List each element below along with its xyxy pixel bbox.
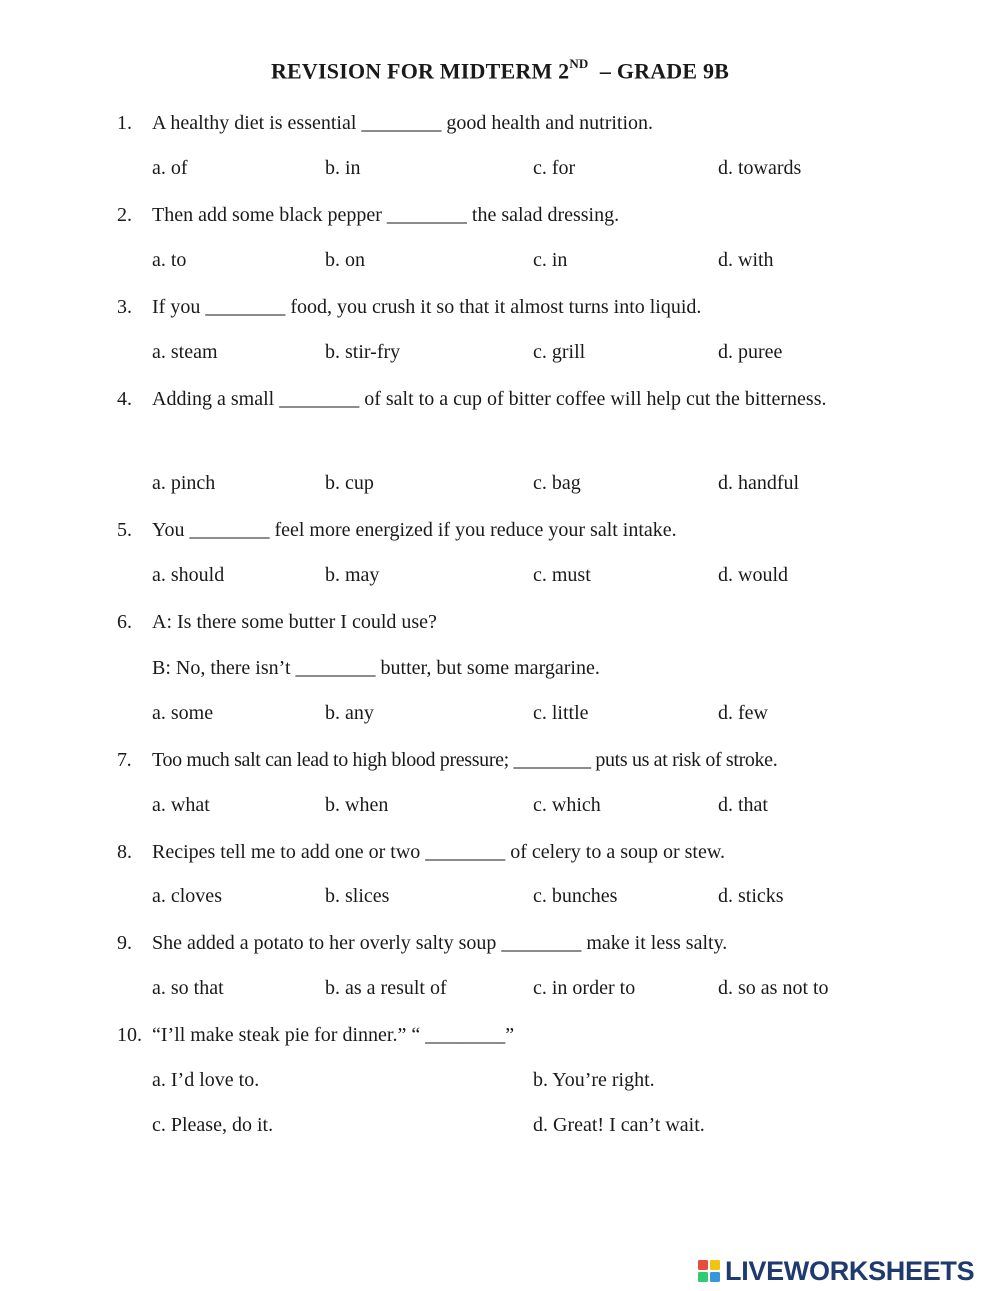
question-6 xyxy=(117,603,879,642)
title-main: REVISION FOR MIDTERM 2 xyxy=(270,58,570,84)
option-a[interactable]: a. steam xyxy=(152,341,218,363)
option-c[interactable]: c. little xyxy=(533,702,589,724)
option-b[interactable]: b. stir-fry xyxy=(325,341,401,363)
question-4 xyxy=(117,380,879,419)
option-a[interactable]: a. cloves xyxy=(152,885,222,907)
option-a[interactable]: a. what xyxy=(152,794,210,816)
option-b[interactable]: b. on xyxy=(325,249,365,271)
option-a[interactable]: a. of xyxy=(152,157,188,179)
option-c[interactable]: c. bunches xyxy=(533,885,618,907)
question-8 xyxy=(117,833,879,872)
logo-square-2 xyxy=(710,1260,720,1270)
option-c[interactable]: c. must xyxy=(533,564,591,586)
question-text: Then add some black pepper ________ the salad dressing. xyxy=(152,204,620,226)
logo-square-4 xyxy=(710,1272,720,1282)
option-c[interactable]: c. bag xyxy=(533,472,581,494)
options-7 xyxy=(152,794,882,822)
question-number: 5. xyxy=(117,519,132,541)
option-b[interactable]: b. when xyxy=(325,794,389,816)
question-7 xyxy=(117,741,879,780)
option-a[interactable]: a. some xyxy=(152,702,214,724)
title-tail: – GRADE 9B xyxy=(599,58,730,84)
question-number: 10. xyxy=(117,1024,142,1046)
question-number: 4. xyxy=(117,388,132,410)
question-5 xyxy=(117,511,879,550)
question-text: You ________ feel more energized if you reduce your salt intake. xyxy=(152,519,677,541)
question-number: 1. xyxy=(117,112,132,134)
brand-name: LIVEWORKSHEETS xyxy=(725,1256,975,1286)
option-a[interactable]: a. so that xyxy=(152,977,224,999)
question-10 xyxy=(117,1016,879,1055)
liveworksheets-logo xyxy=(697,1256,992,1286)
question-number: 8. xyxy=(117,841,132,863)
question-text: She added a potato to her overly salty soup ________ make it less salty. xyxy=(152,932,728,954)
question-2 xyxy=(117,196,879,235)
question-6-reply: B: No, there isn’t ________ butter, but some margarine. xyxy=(152,657,600,679)
options-1 xyxy=(152,157,882,185)
options-8 xyxy=(152,885,882,913)
option-d[interactable]: d. that xyxy=(718,794,768,816)
option-b[interactable]: b. may xyxy=(325,564,380,586)
question-number: 6. xyxy=(117,611,132,633)
options-3 xyxy=(152,341,882,369)
option-b[interactable]: b. any xyxy=(325,702,374,724)
question-text: Recipes tell me to add one or two ________ of celery to a soup or stew. xyxy=(152,841,726,863)
option-d[interactable]: d. with xyxy=(718,249,774,271)
question-number: 7. xyxy=(117,749,132,771)
option-c[interactable]: c. for xyxy=(533,157,576,179)
option-d[interactable]: d. towards xyxy=(718,157,802,179)
option-a[interactable]: a. should xyxy=(152,564,225,586)
option-b[interactable]: b. as a result of xyxy=(325,977,447,999)
option-d[interactable]: d. so as not to xyxy=(718,977,829,999)
option-d[interactable]: d. puree xyxy=(718,341,783,363)
logo-square-3 xyxy=(698,1272,708,1282)
question-9 xyxy=(117,924,879,963)
options-6 xyxy=(152,702,882,730)
options-10-row-2 xyxy=(152,1114,882,1142)
question-3 xyxy=(117,288,879,327)
option-b[interactable]: b. slices xyxy=(325,885,390,907)
logo-square-1 xyxy=(698,1260,708,1270)
option-d[interactable]: d. few xyxy=(718,702,768,724)
option-a[interactable]: a. I’d love to. xyxy=(152,1069,260,1091)
options-9 xyxy=(152,977,882,1005)
option-d[interactable]: d. handful xyxy=(718,472,800,494)
option-c[interactable]: c. in xyxy=(533,249,568,271)
question-text: A: Is there some butter I could use? xyxy=(152,611,437,633)
question-number: 9. xyxy=(117,932,132,954)
question-text: A healthy diet is essential ________ good health and nutrition. xyxy=(152,112,654,134)
option-d[interactable]: d. Great! I can’t wait. xyxy=(533,1114,705,1136)
option-c[interactable]: c. which xyxy=(533,794,601,816)
question-number: 3. xyxy=(117,296,132,318)
title-superscript: ND xyxy=(569,56,589,71)
page-title xyxy=(0,58,1000,84)
option-b[interactable]: b. You’re right. xyxy=(533,1069,655,1091)
option-d[interactable]: d. would xyxy=(718,564,788,586)
option-c[interactable]: c. Please, do it. xyxy=(152,1114,274,1136)
option-b[interactable]: b. cup xyxy=(325,472,374,494)
option-a[interactable]: a. pinch xyxy=(152,472,216,494)
liveworksheets-mark-icon xyxy=(697,1259,721,1283)
option-b[interactable]: b. in xyxy=(325,157,361,179)
question-number: 2. xyxy=(117,204,132,226)
question-text: If you ________ food, you crush it so that it almost turns into liquid. xyxy=(152,296,702,318)
question-text: Too much salt can lead to high blood pressure; ________ puts us at risk of stroke. xyxy=(152,749,778,771)
options-5 xyxy=(152,564,882,592)
option-c[interactable]: c. in order to xyxy=(533,977,636,999)
question-text: “I’ll make steak pie for dinner.” “ ________” xyxy=(152,1024,515,1046)
option-c[interactable]: c. grill xyxy=(533,341,586,363)
question-1 xyxy=(117,104,879,143)
option-a[interactable]: a. to xyxy=(152,249,187,271)
question-text: Adding a small ________ of salt to a cup of bitter coffee will help cut the bitterness. xyxy=(152,388,827,410)
option-d[interactable]: d. sticks xyxy=(718,885,784,907)
options-2 xyxy=(152,249,882,277)
options-4 xyxy=(152,472,882,500)
options-10-row-1 xyxy=(152,1069,882,1097)
